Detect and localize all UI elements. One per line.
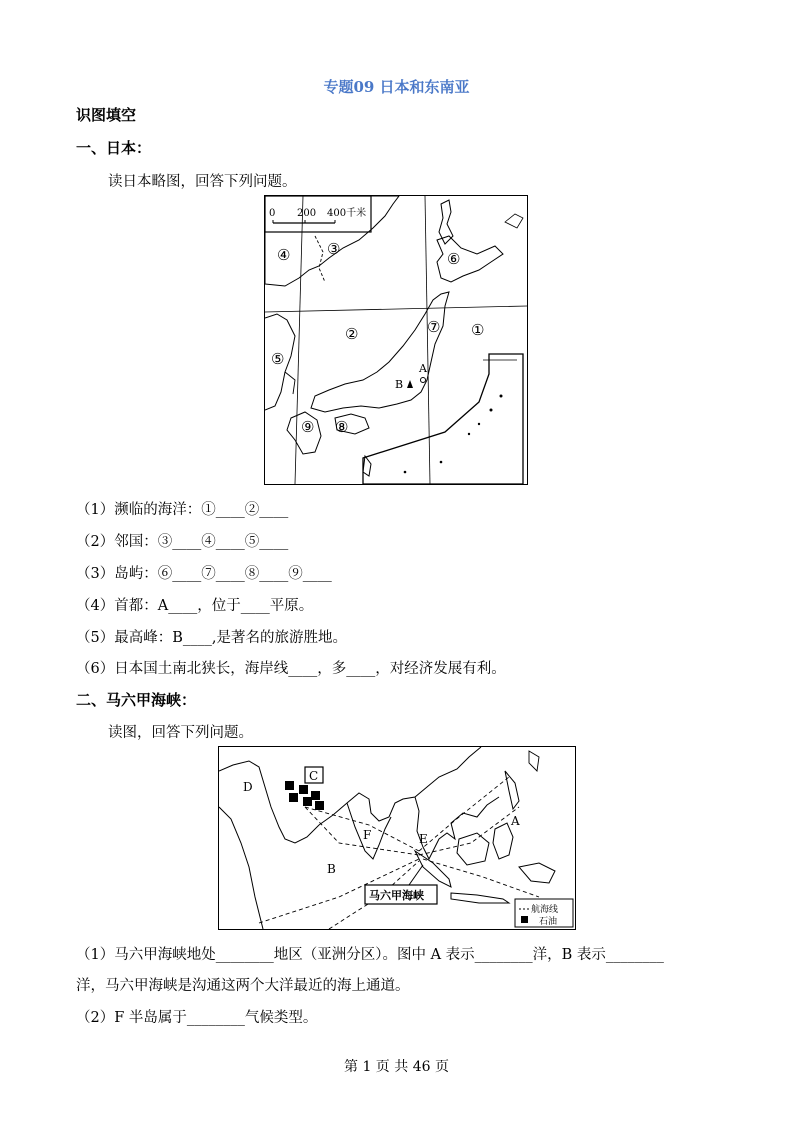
- label-d: D: [243, 780, 253, 794]
- part2-question-2: （2）F 半岛属于________气候类型。: [76, 1010, 318, 1026]
- label-b: B: [327, 862, 336, 876]
- marker-1: ①: [471, 321, 485, 339]
- part1-heading: 一、日本：: [76, 139, 152, 157]
- part2-question-1: （1）马六甲海峡地处________地区（亚洲分区）。图中 A 表示________洋，B 表示________: [76, 947, 664, 963]
- legend-oil-icon: [521, 916, 528, 923]
- marker-2: ②: [345, 325, 359, 343]
- label-a: A: [511, 814, 520, 828]
- label-f: F: [363, 828, 372, 842]
- mountain-icon: [407, 380, 413, 388]
- part2-question-1-cont: 洋，马六甲海峡是沟通这两个大洋最近的海上通道。: [76, 978, 410, 994]
- marker-4: ④: [277, 246, 291, 264]
- part1-question-5: （5）最高峰：B____,是著名的旅游胜地。: [76, 630, 347, 646]
- part1-question-2: （2）邻国：③____④____⑤____: [76, 534, 289, 550]
- legend-route: 航海线: [531, 905, 559, 915]
- part1-question-3: （3）岛屿：⑥____⑦____⑧____⑨____: [76, 566, 332, 582]
- scale-label-400: 400千米: [327, 208, 367, 219]
- part1-question-6: （6）日本国土南北狭长，海岸线____，多____，对经济发展有利。: [76, 661, 506, 677]
- page-title: 专题09 日本和东南亚: [323, 78, 470, 96]
- strait-label: 马六甲海峡: [369, 889, 424, 902]
- japan-map: [264, 195, 528, 485]
- page-footer: 第 1 页 共 46 页: [344, 1059, 449, 1075]
- marker-5: ⑤: [271, 350, 285, 368]
- section-heading: 识图填空: [76, 106, 137, 124]
- point-a-label: A: [419, 362, 427, 375]
- scale-label-0: 0: [269, 208, 276, 219]
- marker-7: ⑦: [427, 318, 441, 336]
- marker-6: ⑥: [447, 250, 461, 268]
- scale-label-200: 200: [297, 208, 317, 219]
- marker-9: ⑨: [301, 418, 315, 436]
- part2-heading: 二、马六甲海峡：: [76, 691, 197, 709]
- point-b-label: B: [395, 378, 404, 391]
- label-c: C: [309, 769, 319, 783]
- part1-question-1: （1）濒临的海洋：①____②____: [76, 502, 289, 518]
- marker-3: ③: [327, 240, 341, 258]
- malacca-map: [218, 746, 576, 930]
- oil-icon: [285, 781, 324, 810]
- marker-8: ⑧: [335, 418, 349, 436]
- part1-intro: 读日本略图，回答下列问题。: [108, 174, 297, 190]
- label-e: E: [419, 832, 428, 846]
- part2-intro: 读图，回答下列问题。: [108, 725, 253, 741]
- legend-oil: 石油: [539, 917, 558, 927]
- part1-question-4: （4）首都：A____，位于____平原。: [76, 598, 314, 614]
